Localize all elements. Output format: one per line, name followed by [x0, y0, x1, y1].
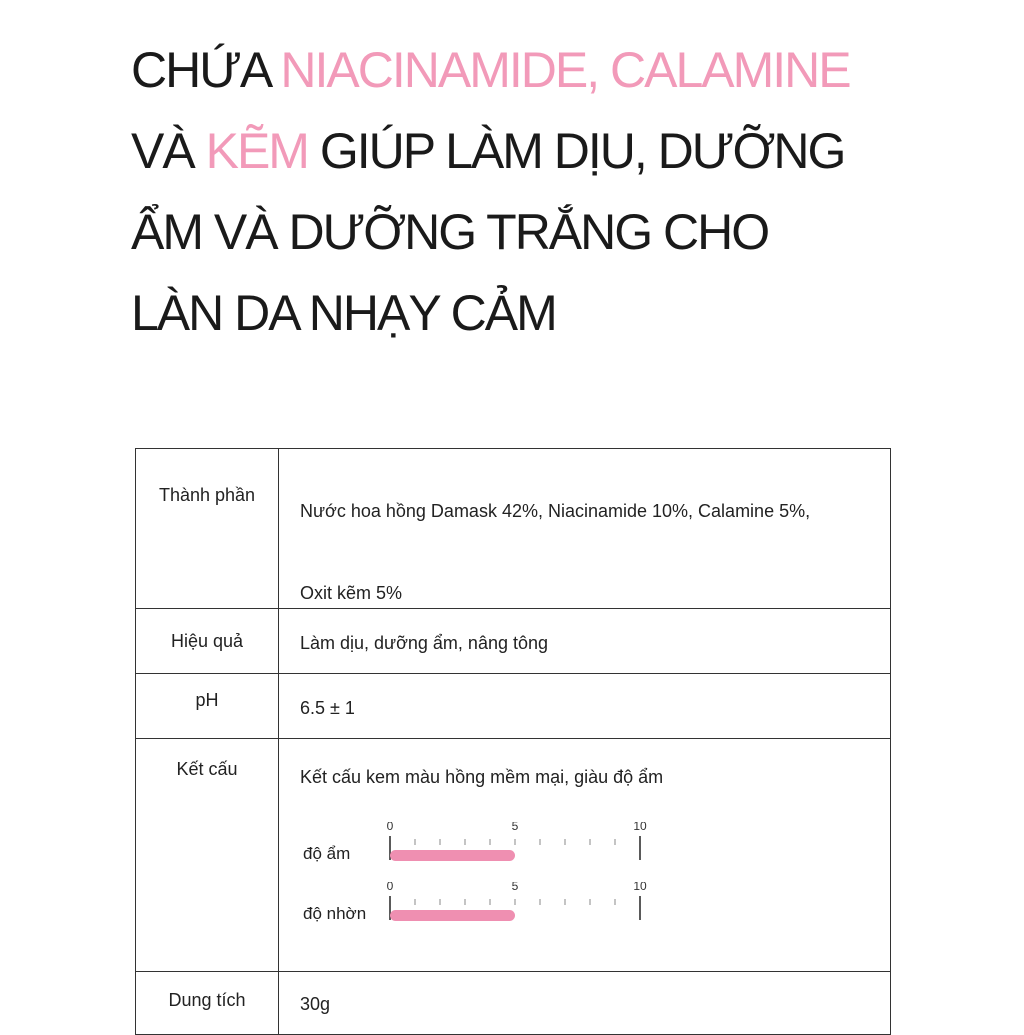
volume-label: Dung tích [168, 990, 246, 1010]
headline [131, 30, 991, 354]
table-row-volume [136, 972, 891, 1035]
oiliness-scale-label: độ nhờn [303, 904, 367, 923]
effect-value: Làm dịu, dưỡng ẩm, nâng tông [300, 633, 549, 653]
effect-label: Hiệu quả [170, 631, 244, 651]
texture-value: Kết cấu kem màu hồng mềm mại, giàu độ ẩm [300, 767, 664, 787]
headline-line-1: CHỨA NIACINAMIDE, CALAMINE [131, 42, 850, 98]
oiliness-scale-max-label: 10 [633, 882, 647, 893]
moisture-scale-max-label: 10 [633, 822, 647, 833]
moisture-scale-mid-label: 5 [511, 822, 519, 833]
texture-label: Kết cấu [176, 759, 238, 779]
oiliness-scale-level-bar [390, 910, 515, 921]
table-row-ingredients [136, 449, 891, 609]
moisture-scale-min-label: 0 [386, 822, 394, 833]
ingredients-label: Thành phần [158, 485, 256, 505]
table-row-ph [136, 674, 891, 739]
headline-line-2: VÀ KẼM GIÚP LÀM DỊU, DƯỠNG [131, 123, 845, 179]
moisture-scale-graphic [300, 822, 860, 882]
moisture-scale [300, 822, 860, 882]
headline-line-3: ẨM VÀ DƯỠNG TRẮNG CHO [131, 204, 769, 260]
headline-highlight-zinc: KẼM [205, 123, 308, 179]
oiliness-scale-min-label: 0 [386, 882, 394, 893]
oiliness-scale [300, 882, 860, 942]
moisture-scale-level-bar [390, 850, 515, 861]
volume-value: 30g [300, 994, 331, 1014]
texture-scales [300, 788, 890, 958]
spec-table [135, 448, 891, 1035]
ph-value: 6.5 ± 1 [300, 698, 355, 718]
headline-line-4: LÀN DA NHẠY CẢM [131, 285, 556, 341]
ingredients-value: Nước hoa hồng Damask 42%, Niacinamide 10%, Calamine 5%, Oxit kẽm 5% [300, 501, 811, 603]
headline-highlight-ingredients: NIACINAMIDE, CALAMINE [280, 42, 850, 98]
oiliness-scale-mid-label: 5 [511, 882, 519, 893]
oiliness-scale-graphic [300, 882, 860, 942]
ph-label: pH [195, 690, 219, 710]
table-row-effect [136, 609, 891, 674]
table-row-texture [136, 739, 891, 972]
moisture-scale-label: độ ẩm [303, 844, 351, 863]
